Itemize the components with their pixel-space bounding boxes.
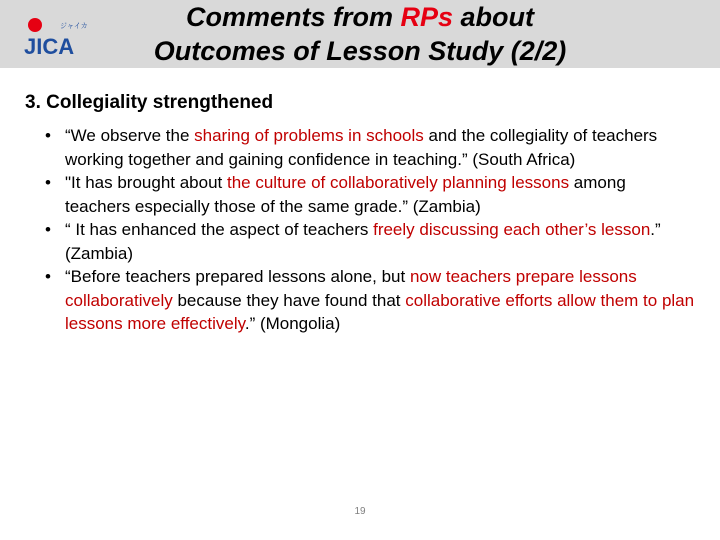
quote-text: .” (Zambia) (65, 220, 661, 263)
section-heading: 3. Collegiality strengthened (25, 92, 274, 113)
highlighted-text: collaborative efforts allow them to plan lessons more effectively (65, 290, 695, 333)
bullet-dot: • (45, 220, 51, 239)
bullet-dot: • (45, 267, 51, 286)
bullet-list (45, 124, 695, 336)
title-line-1: Comments from RPs about (185, 2, 535, 32)
title-line-2: Outcomes of Lesson Study (2/2) (153, 36, 567, 66)
jica-logo (20, 14, 90, 60)
page-number: 19 (354, 506, 366, 517)
bullet-item (45, 171, 695, 218)
quote-text: and the collegiality of teachers working together and gaining confidence in teaching.” (South Africa) (65, 126, 658, 169)
highlighted-text: sharing of problems in schools (194, 126, 424, 145)
quote-text: .” (Mongolia) (244, 314, 341, 333)
quote-text: “We observe the (65, 126, 195, 145)
highlighted-text: freely discussing each other’s lesson (373, 220, 651, 239)
slide-header (0, 0, 720, 68)
highlighted-text: the culture of collaboratively planning lessons (226, 173, 570, 192)
bullet-dot: • (45, 126, 51, 145)
quote-text: "It has brought about (65, 173, 227, 192)
logo-katakana: ジャイカ (60, 22, 88, 30)
slide-title (100, 0, 620, 68)
title-highlight: RPs (400, 2, 454, 32)
quote-text: “ It has enhanced the aspect of teachers (65, 220, 374, 239)
logo-text: JICA (24, 34, 75, 59)
bullet-item (45, 265, 695, 336)
quote-text: because they have found that (172, 290, 406, 310)
quote-text: among teachers especially those of the same grade.” (Zambia) (65, 173, 626, 216)
quote-text: “Before teachers prepared lessons alone, but (65, 267, 410, 286)
bullet-item (45, 124, 695, 171)
bullet-dot: • (45, 173, 51, 192)
highlighted-text: now teachers prepare lessons collaboratively (65, 267, 637, 310)
bullet-item (45, 218, 695, 265)
